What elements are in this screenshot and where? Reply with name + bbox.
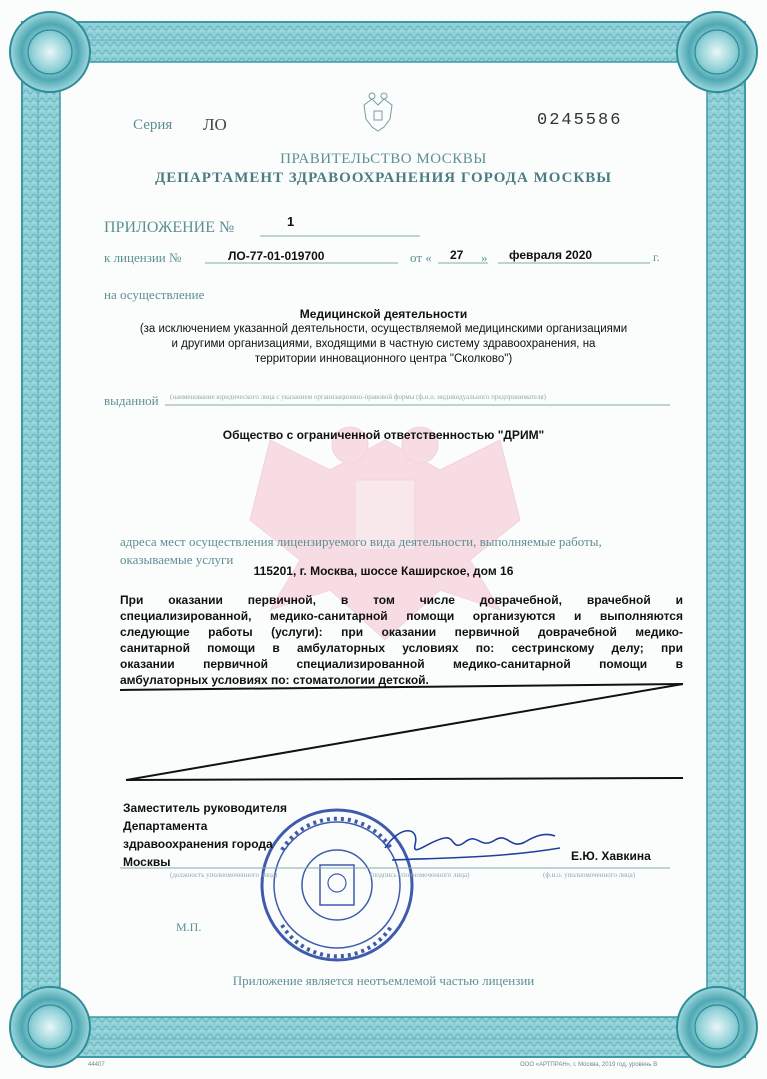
corner-rosette-bl [10,987,90,1067]
caption-position: (должность уполномоченного лица) [170,871,278,879]
license-number-label: к лицензии № [104,250,182,265]
activity-label: на осуществление [104,287,205,302]
government-title: ПРАВИТЕЛЬСТВО МОСКВЫ [280,151,487,167]
series-value: ЛО [203,115,227,134]
corner-rosette-tr [677,12,757,92]
organization-name: Общество с ограниченной ответственностью "ДРИМ" [222,428,545,442]
license-form-number: 0245586 [537,111,623,130]
address-label-line-2: оказываемые услуги [120,552,234,567]
address-label-line-1: адреса мест осуществления лицензируемого вида деятельности, выполняемые работы, [120,534,602,549]
services-line-5: оказании первичной специализированной медико-санитарной помощи в [120,657,683,671]
address-value: 115201, г. Москва, шоссе Каширское, дом 16 [253,564,514,578]
services-line-3: следующие работы (услуги): при оказании первичной доврачебной медико- [120,625,683,639]
print-code: 44407 [88,1062,105,1068]
corner-rosette-tl [10,12,90,92]
z-line-cancel [120,684,683,780]
date-from-label: от « [410,250,432,265]
round-seal-stamp [262,810,412,960]
signer-name: Е.Ю. Хавкина [571,849,651,863]
license-number: ЛО-77-01-019700 [228,249,325,263]
activity-title: Медицинской деятельности [299,307,468,321]
activity-line-3: территории инновационного центра "Сколково") [254,353,513,365]
signer-position-line-1: Заместитель руководителя [123,801,287,815]
printer-imprint: ООО «АРТПРАН», г. Москва, 2019 год, уровень В [520,1062,658,1068]
appendix-number: 1 [287,214,295,229]
activity-line-2: и другими организациями, входящими в частную систему здравоохранения, на [171,338,596,350]
issued-caption: (наименование юридического лица с указанием организационно-правовой формы (ф.и.о. индивидуального предпринимателя) [170,393,546,401]
handwritten-signature [385,831,560,860]
activity-line-1: (за исключением указанной деятельности, осуществляемой медицинскими организациями [139,323,628,335]
signer-position-line-3: здравоохранения города [123,837,273,851]
signer-position-line-4: Москвы [123,855,171,869]
services-line-1: При оказании первичной, в том числе доврачебной, врачебной и [120,593,683,607]
caption-signature: (подпись уполномоченного лица) [370,871,470,879]
caption-name: (ф.и.о. уполномоченного лица) [543,871,636,879]
year-suffix: г. [653,250,660,264]
services-line-2: специализированной, медико-санитарной помощи организуются и выполняются [120,609,683,623]
coat-of-arms-icon [364,93,392,131]
footer-note: Приложение является неотъемлемой частью лицензии [232,973,535,988]
date-day-close: » [481,250,488,265]
corner-rosette-br [677,987,757,1067]
date-day: 27 [450,248,464,262]
seal-place-label: М.П. [176,920,202,934]
date-month-year: февраля 2020 [509,248,593,262]
series-label: Серия [133,117,173,133]
issued-label: выданной [104,393,159,408]
signer-position-line-2: Департамента [123,819,208,833]
department-title: ДЕПАРТАМЕНТ ЗДРАВООХРАНЕНИЯ ГОРОДА МОСКВЫ [154,170,613,186]
appendix-label: ПРИЛОЖЕНИЕ № [104,219,235,236]
services-line-6: амбулаторных условиях по: стоматологии детской. [120,673,429,687]
services-line-4: санитарной помощи в амбулаторных условиях по: сестринскому делу; при [120,641,683,655]
